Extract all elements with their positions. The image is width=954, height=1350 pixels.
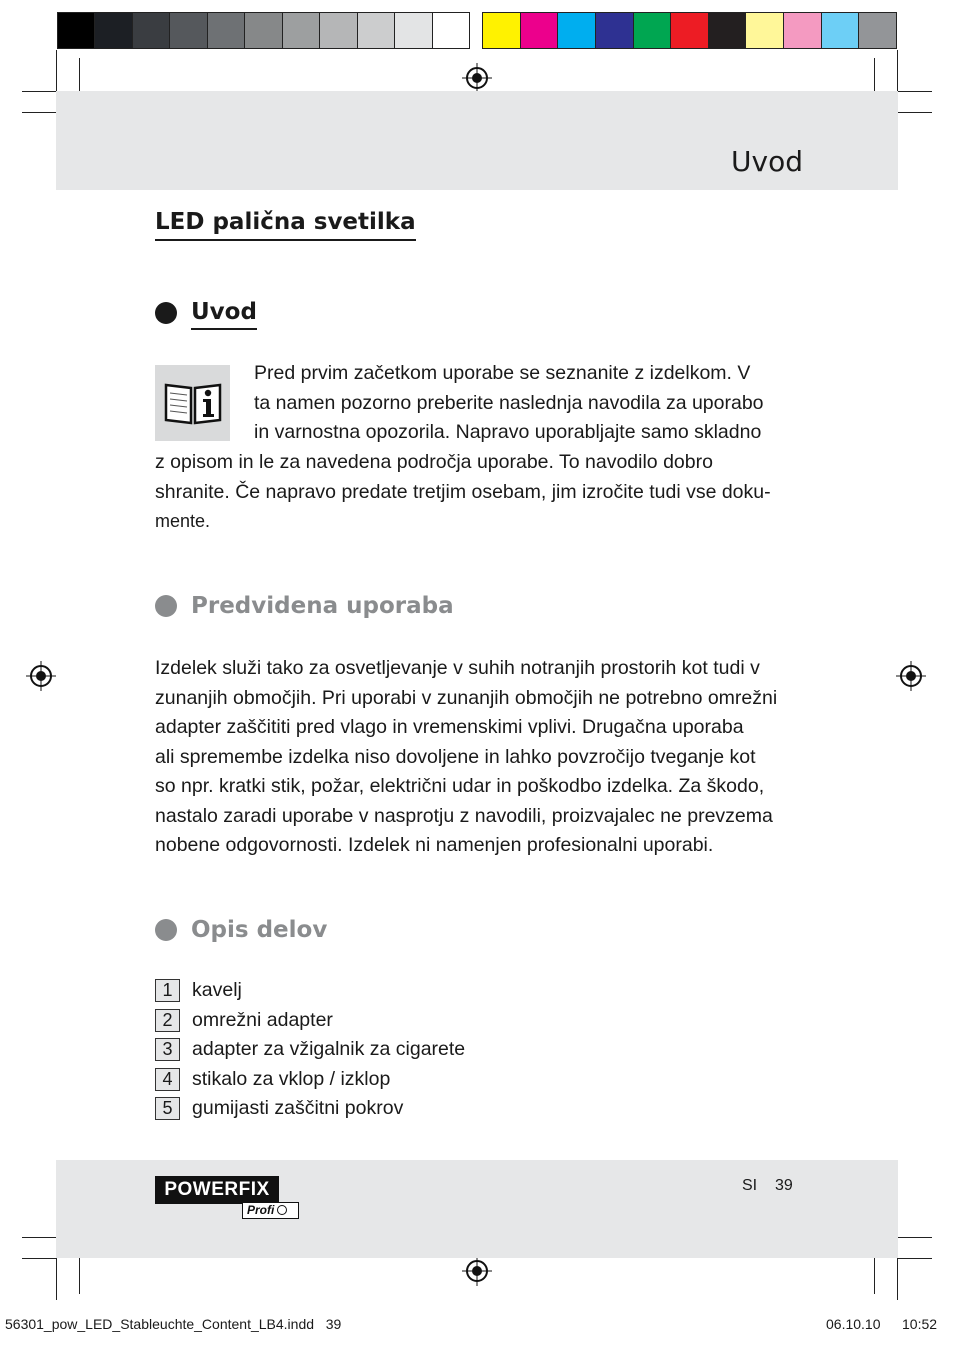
part-number: 5 — [155, 1097, 180, 1120]
info-book-icon — [155, 365, 230, 441]
crop-mark — [56, 1258, 57, 1300]
process-color-bar — [482, 12, 897, 49]
crop-mark — [56, 50, 57, 92]
intro-paragraph — [254, 359, 764, 448]
slug-filename: 56301_pow_LED_Stableuchte_Content_LB4.indd 39 — [5, 1316, 342, 1332]
color-swatch — [634, 13, 672, 48]
text-line: so npr. kratki stik, požar, električni udar in poškodbo izdelka. Za škodo, — [155, 775, 765, 797]
color-swatch — [558, 13, 596, 48]
intended-use-paragraph — [155, 654, 777, 861]
logo-sub-text — [242, 1202, 299, 1219]
color-swatch — [58, 13, 95, 48]
section-heading-text: Uvod — [191, 296, 257, 330]
list-item — [155, 976, 465, 1006]
text-line: ali spremembe izdelka niso dovoljene in lahko povzročijo tveganje kot — [155, 745, 756, 768]
color-swatch — [433, 13, 469, 48]
bullet-icon — [155, 595, 177, 617]
plus-circle-icon — [277, 1205, 287, 1215]
color-swatch — [521, 13, 559, 48]
logo-sub-label: Profi — [247, 1203, 275, 1217]
text-line: Pred prvim začetkom uporabe se seznanite z izdelkom. V — [254, 362, 751, 384]
color-swatch — [596, 13, 634, 48]
list-item — [155, 1094, 465, 1124]
crop-mark — [898, 91, 932, 92]
text-line: nastalo zaradi uporabe v nasprotju z navodili, proizvajalec ne prevzema — [155, 804, 773, 827]
text-line: adapter zaščititi pred vlago in vremenskimi vplivi. Drugačna uporaba — [155, 716, 744, 738]
part-number: 1 — [155, 979, 180, 1002]
bullet-icon — [155, 302, 177, 324]
text-line: in varnostna opozorila. Napravo uporabljajte samo skladno — [254, 421, 762, 443]
list-item — [155, 1006, 465, 1036]
text-line: Izdelek služi tako za osvetljevanje v suhih notranjih prostorih kot tudi v — [155, 657, 760, 679]
crop-mark — [897, 50, 898, 92]
section-heading-parts — [155, 914, 327, 946]
color-swatch — [822, 13, 860, 48]
section-heading-text: Predvidena uporaba — [191, 593, 454, 619]
grayscale-color-bar — [57, 12, 470, 49]
part-number: 3 — [155, 1038, 180, 1061]
list-item — [155, 1065, 465, 1095]
color-swatch — [208, 13, 245, 48]
part-label: kavelj — [192, 979, 242, 1002]
bullet-icon — [155, 919, 177, 941]
part-label: adapter za vžigalnik za cigarete — [192, 1038, 466, 1061]
part-number: 2 — [155, 1009, 180, 1032]
section-heading-intended-use — [155, 590, 454, 622]
crop-mark — [79, 1252, 80, 1294]
color-swatch — [784, 13, 822, 48]
color-swatch — [671, 13, 709, 48]
section-heading-intro — [155, 296, 257, 330]
intro-paragraph-continued — [155, 448, 771, 537]
part-label: gumijasti zaščitni pokrov — [192, 1097, 404, 1120]
color-swatch — [395, 13, 432, 48]
text-line: nobene odgovornosti. Izdelek ni namenjen profesionalni uporabi. — [155, 834, 714, 856]
crop-mark — [22, 1258, 56, 1259]
text-line: z opisom in le za navedena področja uporabe. To navodilo dobro — [155, 451, 713, 473]
text-line: zunanjih območjih. Pri uporabi v zunanjih območjih ne potrebno omrežni — [155, 686, 778, 709]
section-heading-text: Opis delov — [191, 917, 328, 943]
slug-time: 10:52 — [902, 1316, 938, 1332]
part-label: stikalo za vklop / izklop — [192, 1067, 391, 1090]
color-swatch — [746, 13, 784, 48]
registration-mark-icon — [462, 63, 492, 93]
registration-mark-icon — [462, 1256, 492, 1286]
color-swatch — [859, 13, 896, 48]
text-line: shranite. Če napravo predate tretjim osebam, jim izročite tudi vse doku- — [155, 480, 771, 503]
color-swatch — [483, 13, 521, 48]
slug-date: 06.10.10 — [826, 1316, 881, 1332]
color-swatch — [170, 13, 207, 48]
text-line: mente. — [155, 511, 211, 531]
part-label: omrežni adapter — [192, 1008, 333, 1031]
list-item — [155, 1035, 465, 1065]
color-swatch — [358, 13, 395, 48]
crop-mark — [874, 1252, 875, 1294]
crop-mark — [22, 91, 56, 92]
language-code: SI — [742, 1177, 758, 1194]
running-header-title: Uvod — [731, 145, 803, 178]
powerfix-logo — [155, 1176, 300, 1220]
logo-main-text: POWERFIX — [155, 1176, 279, 1204]
crop-mark — [898, 1258, 932, 1259]
color-swatch — [709, 13, 747, 48]
crop-mark — [897, 1258, 898, 1300]
color-swatch — [95, 13, 132, 48]
color-swatch — [245, 13, 282, 48]
text-line: ta namen pozorno preberite naslednja navodila za uporabo — [254, 391, 764, 414]
document-title: LED palična svetilka — [155, 206, 416, 241]
part-number: 4 — [155, 1068, 180, 1091]
page-number: 39 — [775, 1177, 793, 1194]
color-swatch — [283, 13, 320, 48]
registration-mark-icon — [896, 661, 926, 691]
parts-list — [155, 976, 465, 1124]
color-swatch — [320, 13, 357, 48]
registration-mark-icon — [26, 661, 56, 691]
color-swatch — [133, 13, 170, 48]
